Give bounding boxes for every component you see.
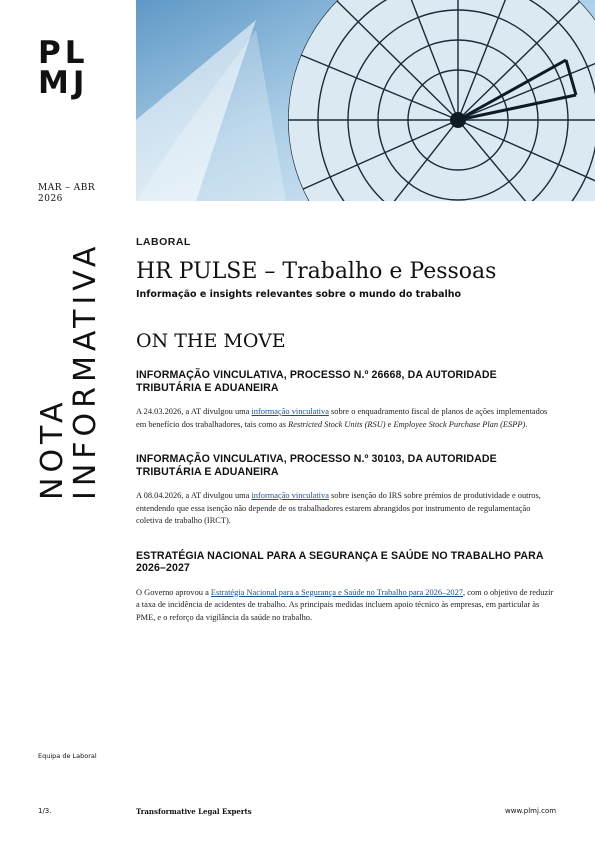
article-body: O Governo aprovou a Estratégia Nacional para a Segurança e Saúde no Trabalho para 2026–2027, com o objetivo de reduzir a taxa de incidência de acidentes de trabalho. As principais medidas incluem apoio técnico às empresas, em particular às PME, e o reforço da vigilância da saúde no trabalho. (136, 587, 554, 622)
issue-months: MAR – ABR (38, 183, 96, 193)
page-number: 1/3. (38, 807, 52, 815)
footer-website-link[interactable]: www.plmj.com (505, 807, 557, 815)
vertical-line-2: INFORMATIVA (68, 241, 103, 500)
article-heading: ESTRATÉGIA NACIONAL PARA A SEGURANÇA E SAÚDE NO TRABALHO PARA 2026–2027 (136, 549, 544, 574)
article-link[interactable]: informação vinculativa (251, 407, 329, 416)
article-heading: INFORMAÇÃO VINCULATIVA, PROCESSO N.º 26668, DA AUTORIDADE TRIBUTÁRIA E ADUANEIRA (136, 369, 497, 394)
article-2 (136, 453, 556, 528)
vertical-line-1: NOTA (35, 397, 70, 500)
logo-line-2: MJ (38, 65, 89, 101)
article-link[interactable]: informação vinculativa (251, 491, 329, 500)
practice-area-label: LABORAL (136, 236, 191, 248)
hero-image-radio-telescope (136, 0, 595, 201)
article-link[interactable]: Estratégia Nacional para a Segurança e Saúde no Trabalho para 2026–2027 (210, 587, 463, 597)
vertical-doc-type (36, 230, 102, 500)
article-1 (136, 369, 556, 431)
section-title: ON THE MOVE (136, 330, 286, 352)
article-heading: INFORMAÇÃO VINCULATIVA, PROCESSO N.º 30103, DA AUTORIDADE TRIBUTÁRIA E ADUANEIRA (136, 453, 497, 478)
article-body: A 08.04.2026, a AT divulgou uma informação vinculativa sobre isenção do IRS sobre prémios de produtividade e outros, entendendo que essa isenção não depende de os trabalhadores estarem abrangidos por instrumento de regulamentação coletiva de trabalho (IRCT). (136, 491, 541, 525)
newsletter-subtitle: Informação e insights relevantes sobre o mundo do trabalho (136, 289, 462, 300)
team-credit: Equipa de Laboral (38, 752, 97, 760)
issue-year: 2026 (38, 194, 63, 204)
newsletter-title: HR PULSE – Trabalho e Pessoas (136, 259, 497, 284)
issue-date (38, 183, 95, 205)
logo-line-1: PL (38, 35, 89, 71)
plmj-logo (38, 35, 89, 101)
main-content (136, 236, 556, 646)
footer-tagline: Transformative Legal Experts (136, 807, 252, 816)
article-body: A 24.03.2026, a AT divulgou uma informação vinculativa sobre o enquadramento fiscal de planos de ações implementados em benefício dos trabalhadores, tais como as Restricted Stock Units (RSU) e Employee Stock Purchase Plan (ESPP). (136, 407, 548, 429)
article-3 (136, 550, 556, 625)
